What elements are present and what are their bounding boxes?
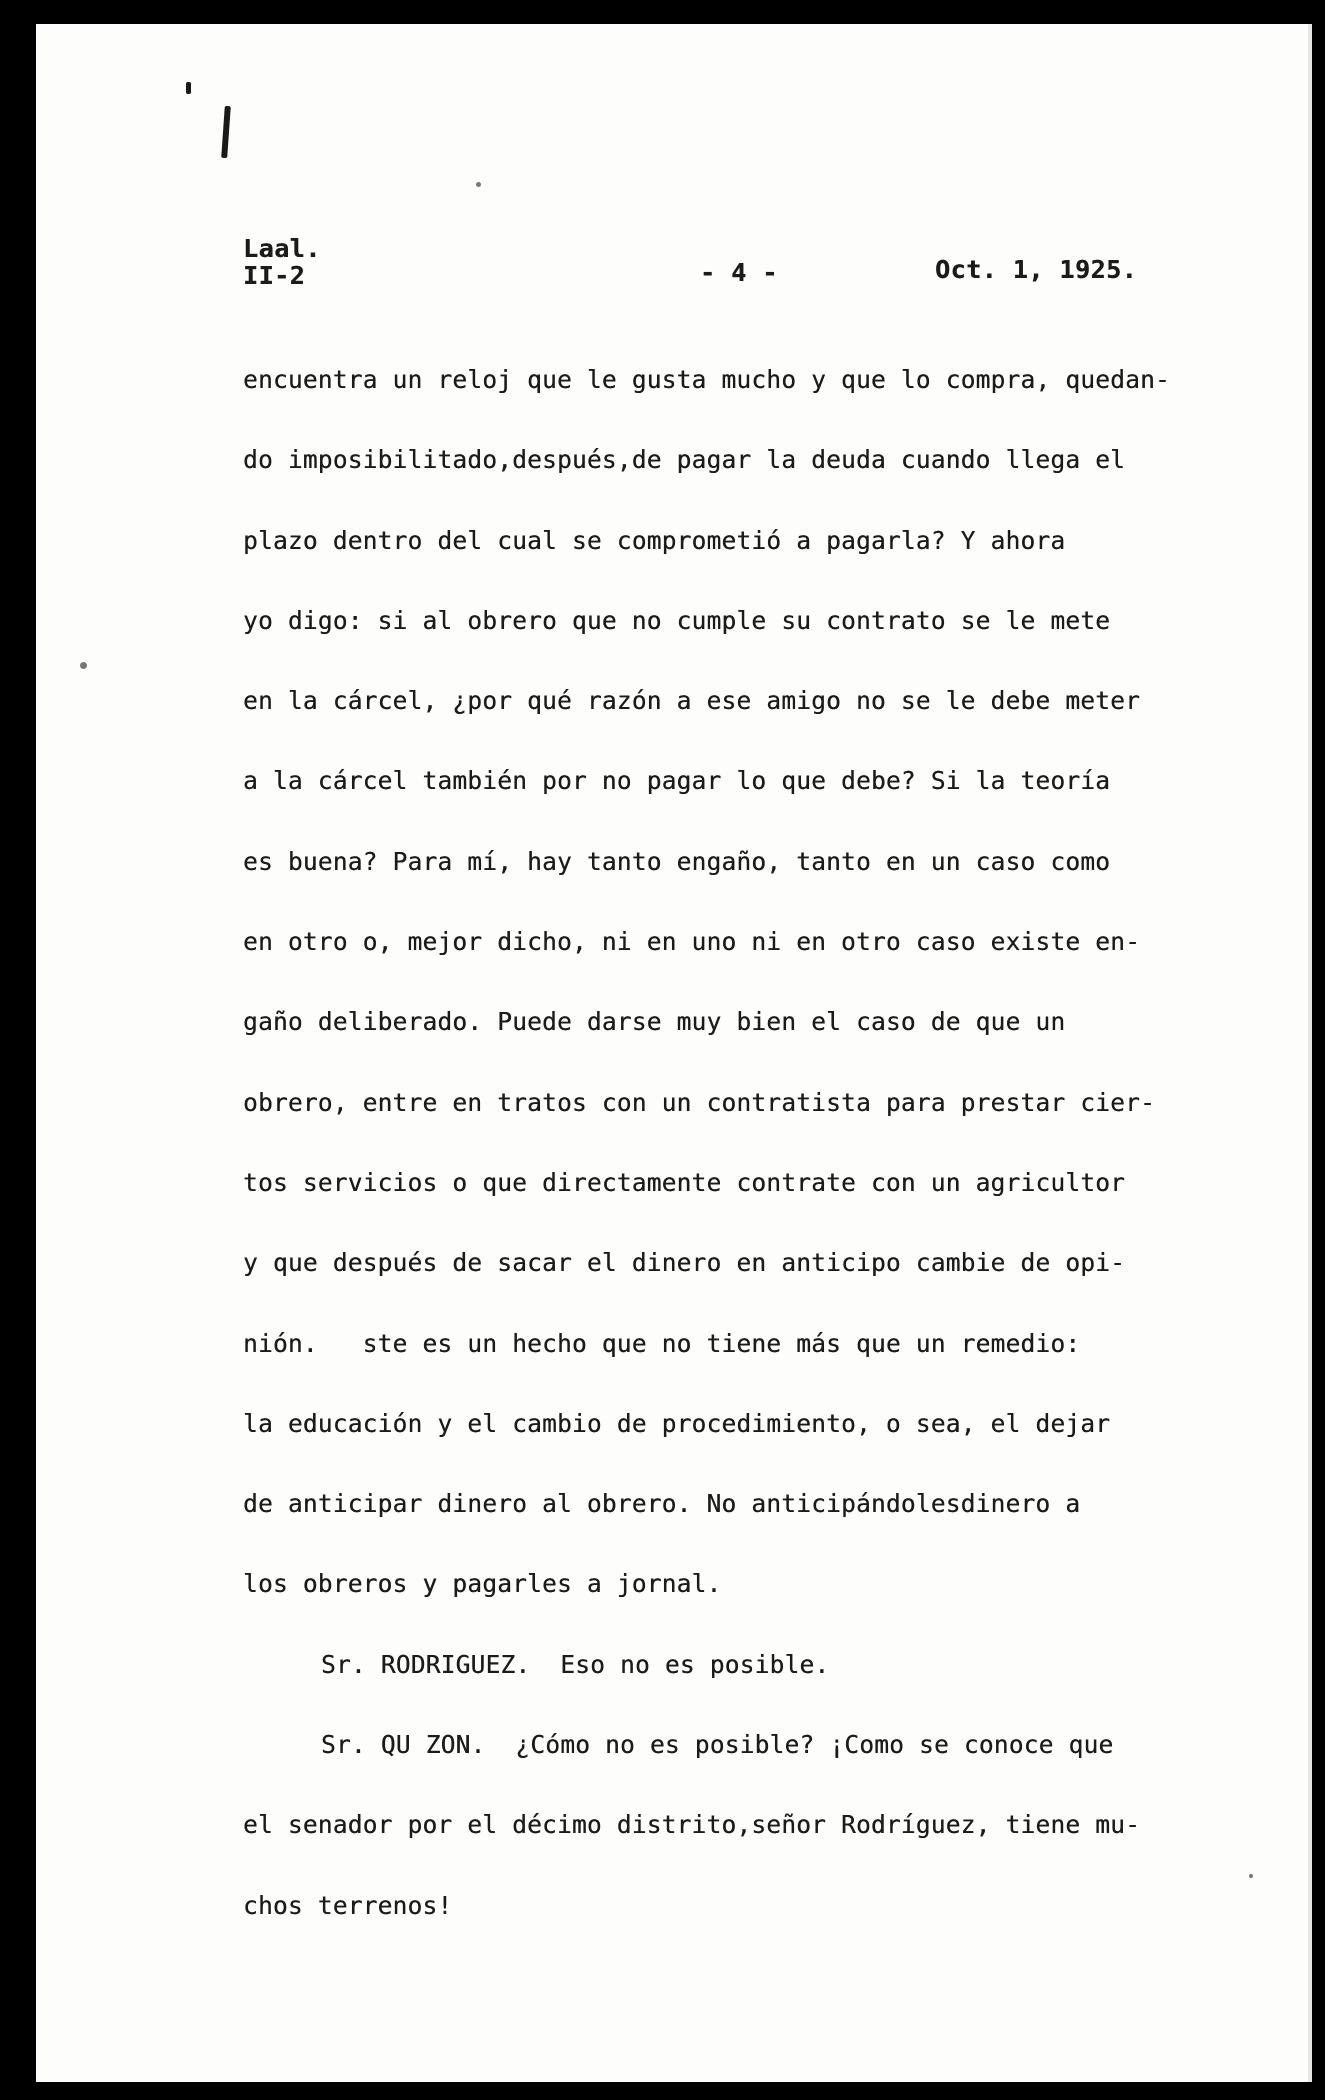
ink-mark (186, 82, 191, 94)
text-line: en la cárcel, ¿por qué razón a ese amigo no se le debe meter (243, 686, 1141, 716)
ink-speck (80, 662, 87, 669)
text-line: nión. ste es un hecho que no tiene más que un remedio: (243, 1328, 1081, 1358)
text-line: Sr. RODRIGUEZ. Eso no es posible. (321, 1649, 830, 1679)
text-line: a la cárcel también por no pagar lo que debe? Si la teoría (243, 766, 1111, 796)
text-line: encuentra un reloj que le gusta mucho y que lo compra, quedan- (243, 365, 1170, 394)
text-line: do imposibilitado,después,de pagar la deuda cuando llega el (243, 445, 1126, 475)
text-line: la educación y el cambio de procedimiento, o sea, el dejar (243, 1408, 1111, 1438)
text-line: gaño deliberado. Puede darse muy bien el caso de que un (243, 1007, 1066, 1037)
text-line: los obreros y pagarles a jornal. (243, 1569, 722, 1599)
ink-mark (221, 106, 231, 158)
text-line: yo digo: si al obrero que no cumple su contrato se le mete (243, 605, 1111, 635)
text-line: el senador por el décimo distrito,señor Rodríguez, tiene mu- (243, 1810, 1141, 1840)
text-line: chos terrenos! (243, 1890, 453, 1920)
page-number: - 4 - (700, 258, 778, 287)
text-line: en otro o, mejor dicho, ni en uno ni en otro caso existe en- (243, 927, 1141, 957)
text-line: Sr. QU ZON. ¿Cómo no es posible? ¡Como se conoce que (321, 1730, 1114, 1760)
text-line: es buena? Para mí, hay tanto engaño, tanto en un caso como (243, 846, 1111, 876)
header-date: Oct. 1, 1925. (935, 255, 1138, 284)
ink-speck (476, 182, 481, 187)
text-line: plazo dentro del cual se comprometió a pagarla? Y ahora (243, 525, 1066, 555)
text-line: y que después de sacar el dinero en anticipo cambie de opi- (243, 1248, 1126, 1278)
header-code-line-2: II-2 (243, 261, 306, 290)
header-code-line-1: Laal. (243, 234, 321, 263)
body-text (243, 365, 1243, 1971)
text-line: obrero, entre en tratos con un contratista para prestar cier- (243, 1087, 1155, 1117)
ink-speck (1249, 1874, 1253, 1878)
text-line: tos servicios o que directamente contrate con un agricultor (243, 1167, 1126, 1197)
text-line: de anticipar dinero al obrero. No anticipándolesdinero a (243, 1489, 1081, 1519)
